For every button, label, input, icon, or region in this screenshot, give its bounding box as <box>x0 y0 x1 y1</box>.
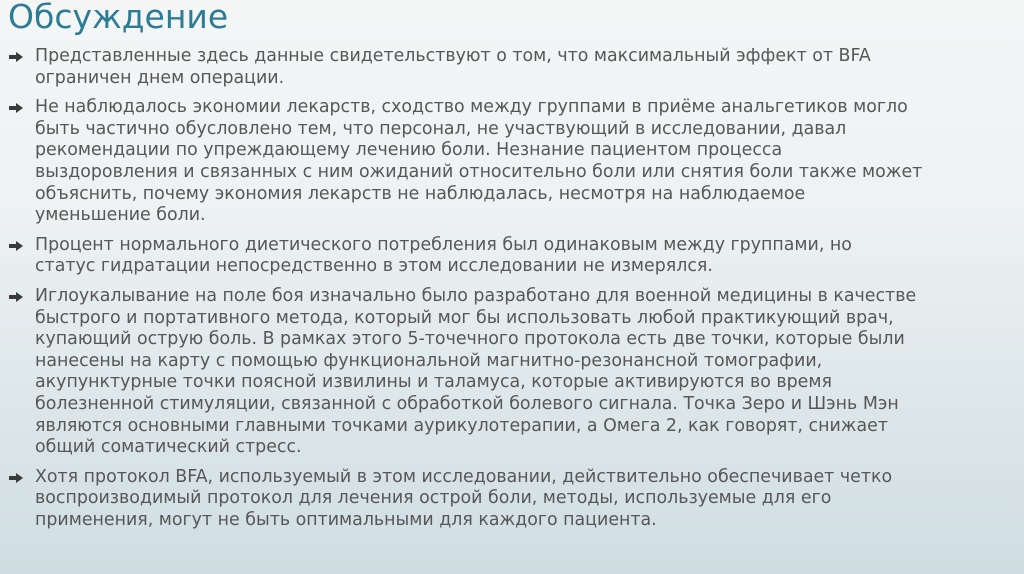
bullet-text-4: Иглоукалывание на поле боя изначально было разработано для военной медицины в качестве быстрого и портативного метода, который мог бы использовать любой практикующий врач, купающий острую боль. В рамках этого 5-точечного протокола есть две точки, которые были нанесены на карту с помощью функциональной магнитно-резонансной томографии, акупунктурные точки поясной извилины и таламуса, которые активируются во время болезненной стимуляции, связанной с обработкой болевого сигнала. Точка Зеро и Шэнь Мэн являются основными главными точками аурикулотерапии, а Омега 2, как говорят, снижает общий соматический стресс. <box>35 285 917 458</box>
bullet-item-1 <box>0 46 1024 89</box>
bullet-text-1: Представленные здесь данные свидетельствуют о том, что максимальный эффект от BFA ограничен днем операции. <box>35 46 871 88</box>
slide-title: Обсуждение <box>8 0 229 36</box>
arrow-bullet-icon <box>9 52 23 62</box>
arrow-bullet-icon <box>9 292 23 302</box>
bullet-text-3: Процент нормального диетического потребления был одинаковым между группами, но статус гидратации непосредственно в этом исследовании не измерялся. <box>35 234 852 277</box>
bullet-list <box>0 46 1024 539</box>
bullet-text-5: Хотя протокол BFA, используемый в этом исследовании, действительно обеспечивает четко воспроизводимый протокол для лечения острой боли, методы, используемые для его применения, могут не быть оптимальными для каждого пациента. <box>35 466 893 530</box>
bullet-item-4 <box>0 286 1024 459</box>
arrow-bullet-icon <box>9 103 23 113</box>
arrow-bullet-icon <box>9 473 23 483</box>
bullet-item-2 <box>0 97 1024 227</box>
bullet-item-5 <box>0 467 1024 532</box>
bullet-item-3 <box>0 235 1024 278</box>
bullet-text-2: Не наблюдалось экономии лекарств, сходство между группами в приёме анальгетиков могло быть частично обусловлено тем, что персонал, не участвующий в исследовании, давал рекомендации по упреждающему лечению боли. Незнание пациентом процесса выздоровления и связанных с ним ожиданий относительно боли или снятия боли также может объяснить, почему экономия лекарств не наблюдалась, несмотря на наблюдаемое уменьшение боли. <box>35 97 923 226</box>
arrow-bullet-icon <box>9 241 23 251</box>
